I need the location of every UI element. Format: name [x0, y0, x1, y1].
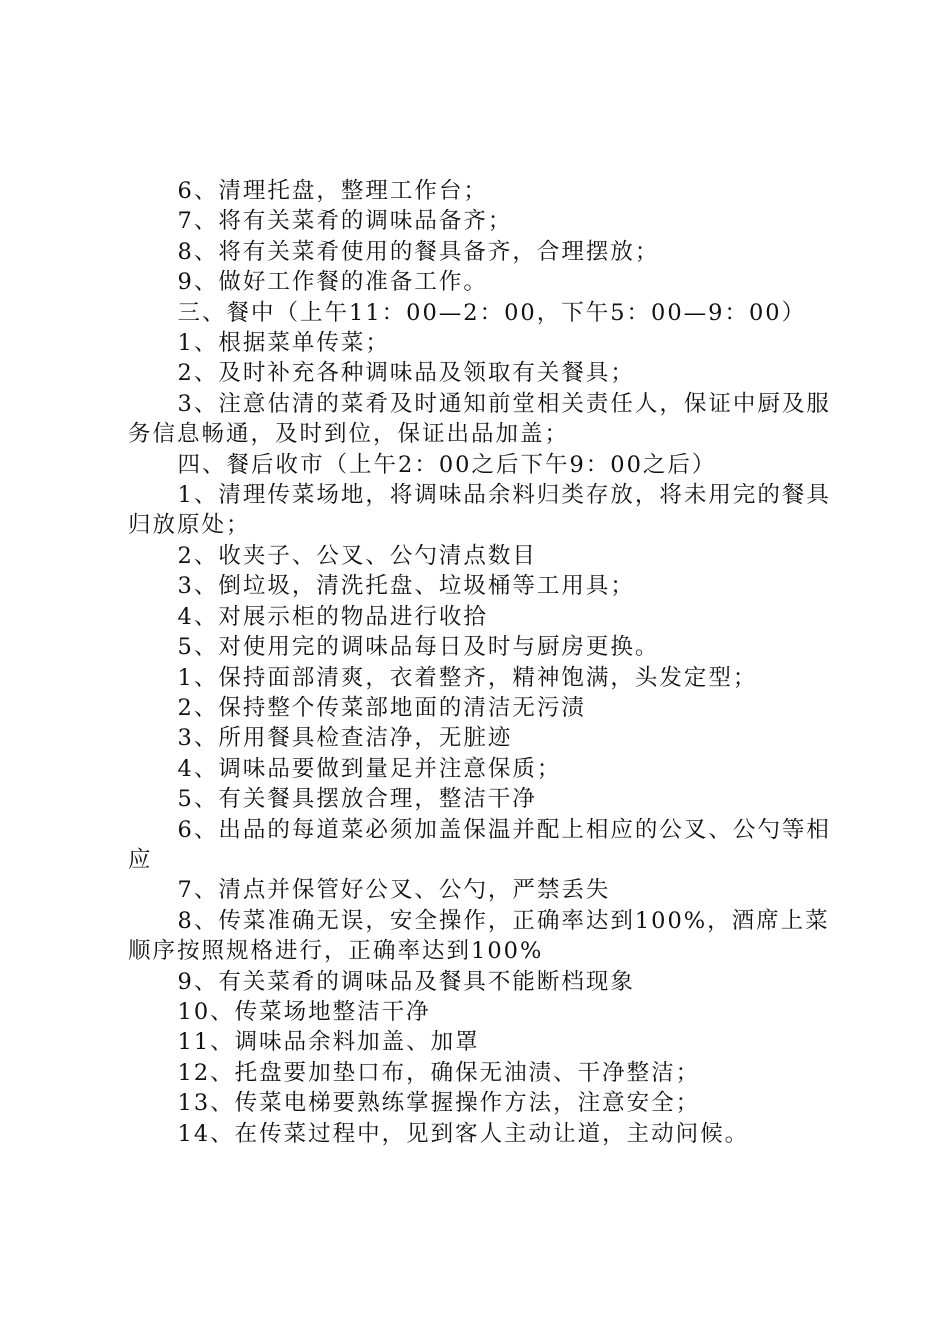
paragraph: 8、传菜准确无误，安全操作，正确率达到100%，酒席上菜顺序按照规格进行，正确率达到100% — [128, 907, 830, 965]
paragraph: 2、保持整个传菜部地面的清洁无污渍 — [177, 694, 586, 721]
paragraph: 2、收夹子、公叉、公勺清点数目 — [177, 542, 537, 569]
paragraph: 9、有关菜肴的调味品及餐具不能断档现象 — [177, 968, 635, 995]
paragraph: 3、注意估清的菜肴及时通知前堂相关责任人，保证中厨及服务信息畅通，及时到位，保证出品加盖； — [128, 390, 831, 448]
paragraph: 2、及时补充各种调味品及领取有关餐具； — [177, 360, 635, 387]
paragraph: 1、保持面部清爽，衣着整齐，精神饱满，头发定型； — [177, 664, 758, 691]
paragraph: 8、将有关菜肴使用的餐具备齐，合理摆放； — [177, 238, 660, 265]
paragraph: 1、清理传菜场地，将调味品余料归类存放，将未用完的餐具归放原处； — [128, 482, 831, 539]
paragraph: 1、根据菜单传菜； — [177, 330, 390, 357]
paragraph: 6、清理托盘，整理工作台； — [177, 178, 488, 204]
paragraph: 5、对使用完的调味品每日及时与厨房更换。 — [177, 634, 660, 661]
document-body — [128, 176, 833, 1149]
paragraph: 9、做好工作餐的准备工作。 — [177, 269, 488, 296]
paragraph: 12、托盘要加垫口布，确保无油渍、干净整洁； — [177, 1059, 701, 1086]
paragraph: 13、传菜电梯要熟练掌握操作方法，注意安全； — [177, 1090, 701, 1117]
paragraph: 7、将有关菜肴的调味品备齐； — [177, 208, 513, 235]
paragraph: 3、所用餐具检查洁净，无脏迹 — [177, 725, 513, 752]
paragraph: 3、倒垃圾，清洗托盘、垃圾桶等工用具； — [177, 573, 635, 600]
paragraph: 11、调味品余料加盖、加罩 — [177, 1029, 480, 1056]
section-heading: 三、餐中（上午11：00—2：00，下午5：00—9：00） — [177, 299, 807, 326]
paragraph: 5、有关餐具摆放合理，整洁干净 — [177, 786, 537, 813]
paragraph: 4、对展示柜的物品进行收拾 — [177, 603, 488, 630]
paragraph: 6、出品的每道菜必须加盖保温并配上相应的公叉、公勺等相应 — [128, 816, 831, 873]
paragraph: 10、传菜场地整洁干净 — [177, 998, 431, 1025]
section-heading: 四、餐后收市（上午2：00之后下午9：00之后） — [177, 451, 717, 478]
paragraph: 7、清点并保管好公叉、公勺，严禁丢失 — [177, 877, 611, 904]
paragraph: 4、调味品要做到量足并注意保质； — [177, 755, 562, 782]
paragraph: 14、在传菜过程中，见到客人主动让道，主动问候。 — [177, 1120, 750, 1147]
